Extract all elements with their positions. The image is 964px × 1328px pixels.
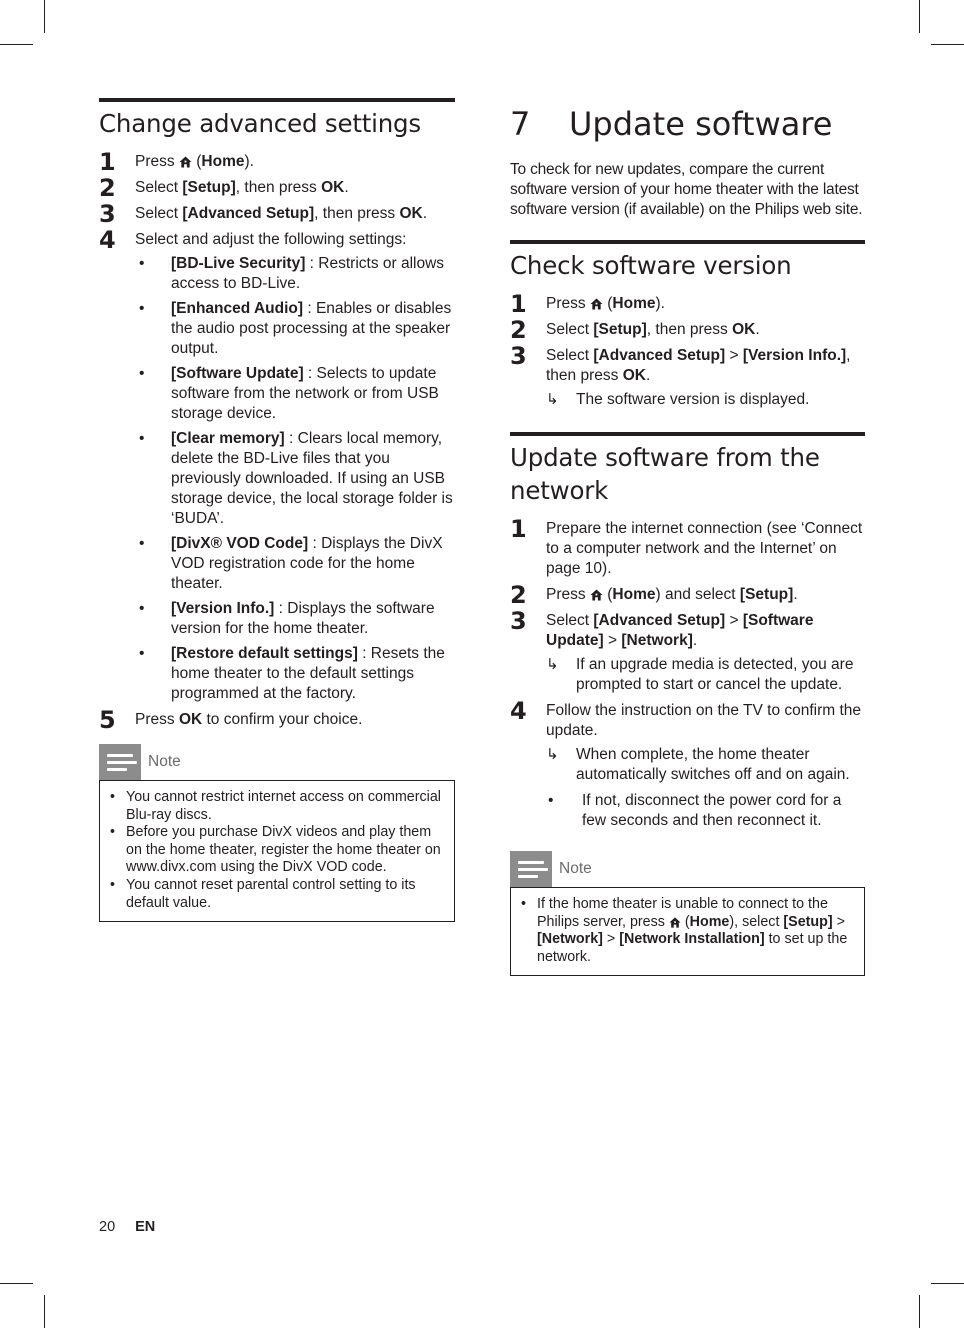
note-text: > (602, 931, 620, 948)
intro-paragraph: To check for new updates, compare the current software version of your home theater with the latest software version (if available) on the Philips web site. (510, 161, 863, 218)
step-number: 3 (99, 200, 116, 228)
step-1 (510, 290, 865, 318)
list-item (135, 299, 455, 359)
step-2 (510, 316, 865, 344)
step-text: Select and adjust the following settings: (135, 231, 407, 248)
chapter-number: 7 (510, 105, 531, 143)
option-label: [BD-Live Security] (171, 255, 306, 272)
step-3 (510, 342, 865, 410)
list-item (135, 599, 455, 639)
bullet: • (139, 255, 145, 272)
step-number: 4 (510, 697, 527, 725)
step-text: > (603, 632, 622, 649)
step-number: 4 (99, 226, 116, 254)
settings-list (135, 254, 455, 704)
chapter-heading (510, 104, 865, 144)
menu-label: [Software Update] (546, 612, 814, 649)
step-text: . (344, 179, 349, 196)
step-text: , then press (235, 179, 322, 196)
home-icon (590, 298, 603, 310)
arrow-icon: ↳ (546, 656, 559, 673)
step-text: ). (655, 295, 665, 312)
step-text: Prepare the internet connection (see ‘Connect to a computer network and the Internet’ on page 10). (546, 520, 863, 577)
menu-label: [Advanced Setup] (593, 347, 726, 364)
bullet: • (110, 876, 116, 893)
note-content (99, 780, 455, 922)
bullet: • (139, 535, 145, 552)
option-label: [Restore default settings] (171, 645, 358, 662)
option-label: [Enhanced Audio] (171, 300, 304, 317)
step-text: ) and select (655, 586, 740, 603)
step-text: Select (546, 612, 594, 629)
list-item (519, 896, 854, 966)
option-label: [Software Update] (171, 365, 304, 382)
step-2 (99, 174, 455, 202)
option-label: [DivX® VOD Code] (171, 535, 309, 552)
note-label: Note (559, 860, 592, 877)
step-text: . (755, 321, 760, 338)
step-5 (99, 706, 455, 734)
step-text: to confirm your choice. (202, 711, 363, 728)
bullet: • (139, 430, 145, 447)
option-desc: : Clears local memory, delete the BD-Live files that you previously downloaded. If using an USB storage device, the local storage folder is ‘BUDA’. (171, 430, 453, 527)
button-label: OK (399, 205, 423, 222)
step-text: Press (546, 295, 590, 312)
step-3 (510, 607, 865, 695)
step-4 (510, 697, 865, 831)
home-label: Home (689, 913, 730, 930)
button-label: OK (321, 179, 345, 196)
note-text: ( (680, 913, 690, 930)
step-text: Select (546, 347, 594, 364)
home-icon (179, 156, 192, 168)
arrow-icon: ↳ (546, 391, 559, 408)
section-heading-update-network: Update software from the network (510, 443, 820, 505)
step-text: Select (135, 179, 183, 196)
crop-mark (44, 0, 45, 33)
list-item (135, 254, 455, 294)
list-item (546, 791, 865, 831)
bullet: • (110, 789, 116, 805)
step-3 (99, 200, 455, 228)
bullet: • (548, 792, 554, 809)
step-2 (510, 581, 865, 609)
page-footer (99, 1219, 155, 1235)
crop-mark (931, 44, 964, 45)
note-text: ), select (729, 913, 784, 930)
bullet: • (110, 824, 116, 841)
bullet: • (139, 600, 145, 617)
step-text: Select (135, 205, 183, 222)
menu-label: [Network] (537, 931, 603, 948)
crop-mark (0, 1283, 33, 1284)
option-label: [Version Info.] (171, 600, 275, 617)
note-tab (99, 744, 455, 780)
step-text: ). (244, 153, 254, 170)
home-label: Home (612, 586, 656, 603)
step-number: 1 (99, 148, 116, 176)
step-text: ( (191, 153, 202, 170)
step-text: Press (546, 586, 590, 603)
button-label: OK (178, 711, 203, 728)
section-rule (510, 432, 865, 436)
section-rule (510, 240, 865, 244)
menu-label: [Setup] (182, 179, 236, 196)
step-text: . (645, 367, 651, 384)
step-text: Press (135, 711, 179, 728)
page-number: 20 (99, 1219, 116, 1235)
list-item (135, 364, 455, 424)
menu-label: [Setup] (739, 586, 794, 603)
note-tab (510, 851, 865, 887)
list-item (135, 644, 455, 704)
option-desc: : Restricts or allows access to BD-Live. (171, 255, 445, 292)
step-text: . (422, 205, 428, 222)
home-label: Home (612, 295, 656, 312)
result-text: The software version is displayed. (576, 391, 810, 408)
step-number: 2 (510, 581, 527, 609)
step-number: 3 (510, 342, 527, 370)
list-item (108, 877, 444, 912)
step-4 (99, 226, 455, 704)
crop-mark (919, 0, 920, 33)
sub-text: If not, disconnect the power cord for a few seconds and then reconnect it. (582, 792, 842, 829)
button-label: OK (732, 321, 756, 338)
note-box (510, 851, 865, 976)
menu-label: [Advanced Setup] (593, 612, 726, 629)
step-text: . (692, 632, 698, 649)
crop-mark (919, 1295, 920, 1328)
list-item (135, 429, 455, 529)
crop-mark (931, 1283, 964, 1284)
step-text: , then press (546, 347, 851, 384)
note-icon (510, 851, 552, 887)
note-text: to set up the network. (537, 931, 848, 965)
note-text: > (832, 913, 845, 930)
home-icon (590, 589, 603, 601)
note-label: Note (148, 753, 181, 770)
option-desc: : Displays the DivX VOD registration code for the home theater. (171, 535, 443, 592)
note-icon (99, 744, 141, 780)
result-text: When complete, the home theater automatically switches off and on again. (576, 746, 850, 783)
step-text: Press (135, 153, 179, 170)
menu-label: [Network Installation] (619, 931, 765, 948)
left-column (99, 98, 455, 922)
step-1 (510, 515, 865, 579)
language-code: EN (135, 1219, 156, 1235)
list-item (108, 824, 444, 877)
option-desc: : Resets the home theater to the default settings programmed at the factory. (171, 645, 445, 702)
list-item (135, 534, 455, 594)
note-text: You cannot reset parental control setting to its default value. (126, 876, 416, 911)
step-1 (99, 148, 455, 176)
option-desc: : Enables or disables the audio post processing at the speaker output. (171, 300, 452, 357)
step-text: > (725, 612, 743, 629)
bullet: • (521, 896, 527, 912)
step-text: ( (602, 295, 613, 312)
bullet: • (139, 645, 145, 662)
button-label: OK (622, 367, 646, 384)
step-number: 1 (510, 515, 527, 543)
section-heading-check-version: Check software version (510, 251, 792, 280)
result-text: If an upgrade media is detected, you are prompted to start or cancel the update. (576, 656, 854, 693)
step-text: . (793, 586, 798, 603)
note-box (99, 744, 455, 922)
step-number: 3 (510, 607, 527, 635)
section-rule (99, 98, 455, 102)
crop-mark (0, 44, 33, 45)
chapter-title: Update software (569, 105, 833, 143)
menu-label: [Advanced Setup] (182, 205, 315, 222)
step-text: , then press (314, 205, 400, 222)
right-column (510, 98, 865, 976)
step-number: 2 (99, 174, 116, 202)
step-text: Follow the instruction on the TV to confirm the update. (546, 702, 862, 739)
menu-label: [Version Info.] (742, 347, 847, 364)
result-line (546, 745, 865, 785)
crop-mark (44, 1295, 45, 1328)
note-content (510, 887, 865, 976)
step-number: 2 (510, 316, 527, 344)
menu-label: [Setup] (593, 321, 647, 338)
result-line (546, 390, 865, 410)
menu-label: [Network] (621, 632, 693, 649)
note-text: If the home theater is unable to connect to the Philips server, press (537, 896, 828, 930)
list-item (108, 789, 444, 824)
step-text: , then press (646, 321, 733, 338)
arrow-icon: ↳ (546, 746, 559, 763)
step-text: > (725, 347, 743, 364)
home-label: Home (201, 153, 245, 170)
step-text: ( (602, 586, 613, 603)
step-text: Select (546, 321, 594, 338)
option-desc: : Selects to update software from the network or from USB storage device. (171, 365, 439, 422)
step-number: 5 (99, 706, 116, 734)
step-number: 1 (510, 290, 527, 318)
menu-label: [Setup] (783, 913, 833, 930)
home-icon (669, 917, 681, 928)
bullet: • (139, 300, 145, 317)
option-desc: : Displays the software version for the home theater. (171, 600, 435, 637)
option-label: [Clear memory] (171, 430, 285, 447)
section-heading-advanced-settings: Change advanced settings (99, 109, 421, 138)
result-line (546, 655, 865, 695)
bullet: • (139, 365, 145, 382)
note-text: Before you purchase DivX videos and play them on the home theater, register the home theater on www.divx.com using the DivX VOD code. (126, 824, 441, 876)
note-text: You cannot restrict internet access on commercial Blu-ray discs. (126, 789, 441, 823)
